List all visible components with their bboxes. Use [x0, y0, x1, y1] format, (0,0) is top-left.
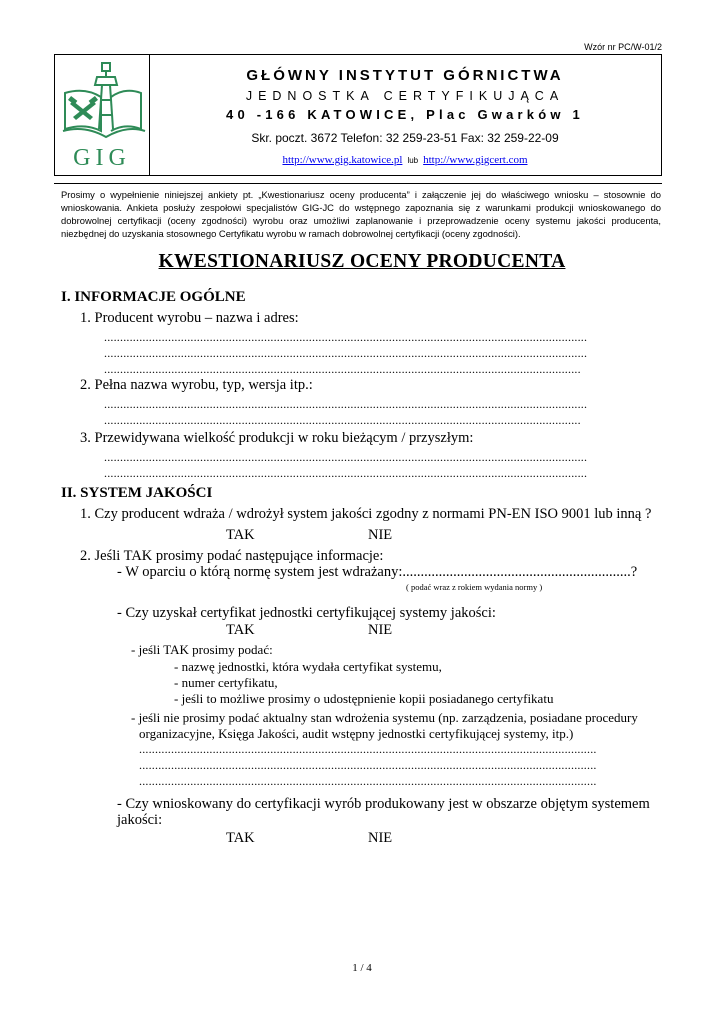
letterhead	[54, 54, 662, 176]
contact-details: Skr. poczt. 3672 Telefon: 32 259-23-51 Fax: 32 259-22-09	[251, 131, 559, 145]
link-gigcert[interactable]: http://www.gigcert.com	[423, 154, 528, 166]
gig-logo-icon	[55, 55, 149, 147]
form-number: Wzór nr PC/W-01/2	[584, 42, 662, 52]
answer-line[interactable]: .....................................................................................................................................................	[104, 413, 581, 427]
document-title: KWESTIONARIUSZ OCENY PRODUCENTA	[158, 251, 566, 272]
question-1-1: 1. Producent wyrobu – nazwa i adres:	[80, 310, 299, 326]
institute-name: GŁÓWNY INSTYTUT GÓRNICTWA	[246, 67, 564, 84]
intro-paragraph: Prosimy o wypełnienie niniejszej ankiety pt. „Kwestionariusz oceny producenta” i załączenie jej do właściwego wniosku – stosownie do wnioskowania. Ankieta posłuży zespołowi specjalistów GIG-JC do wstępnego zapoznania się z warunkami produkcji wnioskowanego do dobrowolnej certyfikacji (oceny zgodności) wyrobu oraz umożliwi zaplanowanie i przeprowadzenie oceny systemu jakości producenta, niezbędnej do uzyskania stosownego Certyfikatu wyrobu w ramach dobrowolnej certyfikacji (oceny zgodności).	[61, 189, 661, 239]
question-2-1: 1. Czy producent wdraża / wdrożył system jakości zgodny z normami PN-EN ISO 9001 lub inną ?	[80, 506, 652, 522]
logo-cell	[55, 55, 150, 175]
option-tak[interactable]: TAK	[226, 622, 255, 638]
question-2-2-norm: - W oparciu o którą normę system jest wdrażany:...............................................................?	[117, 564, 638, 580]
if-yes-item: - nazwę jednostki, która wydała certyfikat systemu,	[174, 659, 442, 674]
answer-line[interactable]: ...............................................................................................................................................	[139, 742, 597, 756]
if-yes-item: - jeśli to możliwe prosimy o udostępnienie kopii posiadanego certyfikatu	[174, 691, 554, 706]
unit-name: JEDNOSTKA CERTYFIKUJĄCA	[245, 89, 565, 103]
logo-text: GIG	[73, 145, 131, 171]
option-nie[interactable]: NIE	[368, 527, 393, 543]
answer-line[interactable]: .......................................................................................................................................................	[104, 346, 588, 360]
header-divider	[54, 183, 662, 184]
if-no-text-continued: organizacyjne, Księga Jakości, audit wstępny jednostki certyfikującej systemy, itp.)	[139, 726, 574, 741]
website-links	[149, 154, 661, 166]
question-1-3: 3. Przewidywana wielkość produkcji w roku bieżącym / przyszłym:	[80, 430, 474, 446]
answer-line[interactable]: .......................................................................................................................................................	[104, 450, 588, 464]
if-yes-heading: - jeśli TAK prosimy podać:	[131, 642, 273, 657]
link-separator: lub	[407, 156, 419, 165]
if-yes-item: - numer certyfikatu,	[174, 675, 278, 690]
option-tak[interactable]: TAK	[226, 830, 255, 846]
answer-line[interactable]: .....................................................................................................................................................	[104, 362, 581, 376]
answer-line[interactable]: ...............................................................................................................................................	[139, 758, 597, 772]
answer-line[interactable]: ...............................................................................................................................................	[139, 774, 597, 788]
answer-line[interactable]: .......................................................................................................................................................	[104, 397, 588, 411]
question-2-2: 2. Jeśli TAK prosimy podać następujące informacje:	[80, 548, 384, 564]
institute-address: 40 -166 KATOWICE, Plac Gwarków 1	[226, 107, 584, 122]
answer-line[interactable]: .......................................................................................................................................................	[104, 330, 588, 344]
answer-line[interactable]: .......................................................................................................................................................	[104, 466, 588, 480]
question-2-2-scope: - Czy wnioskowany do certyfikacji wyrób produkowany jest w obszarze objętym systemem	[117, 796, 650, 812]
section-2-heading: II. SYSTEM JAKOŚCI	[61, 485, 213, 501]
question-2-2-certificate: - Czy uzyskał certyfikat jednostki certyfikującej systemy jakości:	[117, 605, 496, 621]
option-tak[interactable]: TAK	[226, 527, 255, 543]
norm-note: ( podać wraz z rokiem wydania normy )	[406, 582, 543, 592]
page-number: 1 / 4	[352, 962, 372, 974]
option-nie[interactable]: NIE	[368, 830, 393, 846]
if-no-text: - jeśli nie prosimy podać aktualny stan wdrożenia systemu (np. zarządzenia, posiadane procedury	[131, 710, 638, 725]
question-2-2-scope-continued: jakości:	[117, 812, 163, 828]
section-1-heading: I. INFORMACJE OGÓLNE	[61, 289, 246, 305]
option-nie[interactable]: NIE	[368, 622, 393, 638]
link-gig-katowice[interactable]: http://www.gig.katowice.pl	[282, 154, 403, 166]
question-1-2: 2. Pełna nazwa wyrobu, typ, wersja itp.:	[80, 377, 313, 393]
